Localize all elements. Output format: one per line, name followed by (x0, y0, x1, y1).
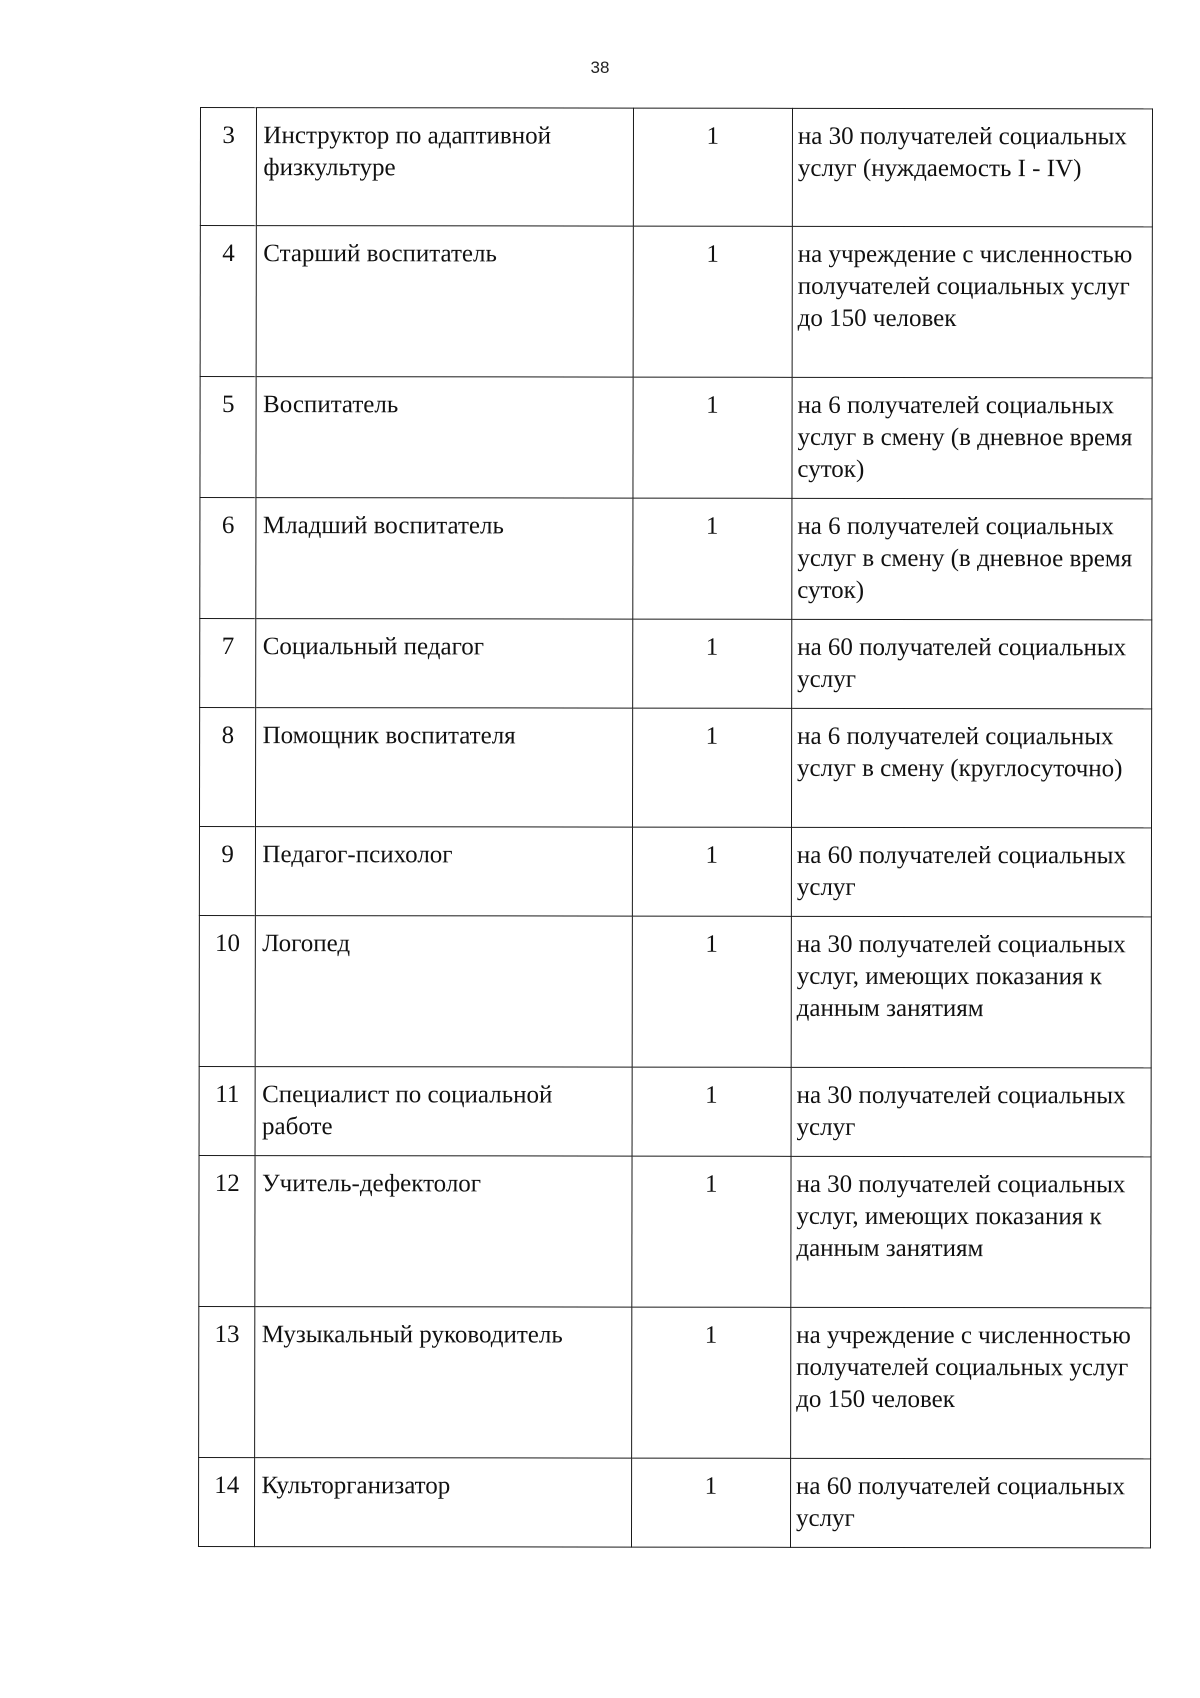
position-name-cell: Младший воспитатель (256, 498, 632, 620)
staffing-norm-cell: на 30 получателей социальных услуг (нуждаемость I - IV) (792, 108, 1152, 227)
table-row (200, 498, 1152, 620)
row-number-cell: 9 (199, 827, 256, 916)
staff-quantity-cell: 1 (632, 708, 791, 827)
staff-quantity-cell: 1 (632, 1067, 791, 1156)
staff-quantity-cell: 1 (632, 498, 791, 619)
staffing-table-container (198, 107, 1153, 1548)
staffing-norm-cell: на 6 получателей социальных услуг в смену (в дневное время суток) (792, 498, 1152, 620)
staffing-norm-cell: на 30 получателей социальных услуг, имеющих показания к данным занятиям (791, 1156, 1151, 1308)
staff-quantity-cell: 1 (633, 377, 792, 498)
position-name-cell: Воспитатель (256, 377, 632, 499)
table-row (199, 1155, 1151, 1307)
staffing-norm-cell: на 6 получателей социальных услуг в смену (в дневное время суток) (792, 377, 1152, 499)
row-number-cell: 14 (198, 1457, 255, 1546)
staffing-norm-cell: на учреждение с численностью получателей социальных услуг до 150 человек (792, 226, 1152, 378)
table-row (200, 226, 1152, 378)
staff-quantity-cell: 1 (632, 916, 792, 1067)
page-number: 38 (590, 58, 610, 77)
table-row (199, 1306, 1151, 1458)
position-name-cell: Инструктор по адаптивной физкультуре (257, 108, 633, 227)
staffing-norm-cell: на 60 получателей социальных услуг (792, 619, 1152, 709)
position-name-cell: Специалист по социальной работе (256, 1067, 632, 1157)
row-number-cell: 3 (200, 108, 257, 226)
staff-quantity-cell: 1 (631, 1458, 790, 1547)
position-name-cell: Логопед (256, 916, 632, 1068)
position-name-cell: Помощник воспитателя (256, 708, 632, 828)
table-row (199, 915, 1151, 1067)
row-number-cell: 10 (199, 915, 256, 1066)
row-number-cell: 8 (199, 708, 256, 827)
staffing-norm-cell: на 60 получателей социальных услуг (790, 1458, 1150, 1548)
table-row (199, 1066, 1151, 1156)
position-name-cell: Музыкальный руководитель (255, 1307, 631, 1459)
row-number-cell: 13 (199, 1306, 256, 1457)
position-name-cell: Культорганизатор (255, 1458, 631, 1548)
staffing-table (198, 107, 1153, 1548)
table-row (200, 377, 1152, 499)
staff-quantity-cell: 1 (632, 827, 791, 916)
staff-quantity-cell: 1 (631, 1307, 791, 1458)
position-name-cell: Учитель-дефектолог (255, 1156, 631, 1308)
position-name-cell: Старший воспитатель (257, 226, 633, 378)
staffing-norm-cell: на 6 получателей социальных услуг в смену (круглосуточно) (791, 708, 1151, 828)
row-number-cell: 6 (200, 498, 257, 619)
position-name-cell: Социальный педагог (256, 619, 632, 709)
position-name-cell: Педагог-психолог (256, 827, 632, 917)
table-row (200, 108, 1152, 227)
staff-quantity-cell: 1 (632, 619, 791, 708)
table-row (200, 619, 1152, 709)
staffing-norm-cell: на 60 получателей социальных услуг (791, 827, 1151, 917)
staff-quantity-cell: 1 (631, 1156, 791, 1307)
staff-quantity-cell: 1 (633, 226, 793, 377)
table-row (199, 708, 1151, 828)
row-number-cell: 11 (199, 1066, 256, 1155)
table-row (198, 1457, 1150, 1547)
staffing-table-body (198, 108, 1152, 1548)
row-number-cell: 12 (199, 1155, 256, 1306)
staffing-norm-cell: на 30 получателей социальных услуг, имеющих показания к данным занятиям (791, 916, 1151, 1068)
staffing-norm-cell: на 30 получателей социальных услуг (791, 1067, 1151, 1157)
staff-quantity-cell: 1 (633, 108, 792, 226)
row-number-cell: 5 (200, 377, 257, 498)
staffing-norm-cell: на учреждение с численностью получателей социальных услуг до 150 человек (791, 1307, 1151, 1459)
table-row (199, 827, 1151, 917)
row-number-cell: 4 (200, 226, 257, 377)
row-number-cell: 7 (200, 619, 257, 708)
